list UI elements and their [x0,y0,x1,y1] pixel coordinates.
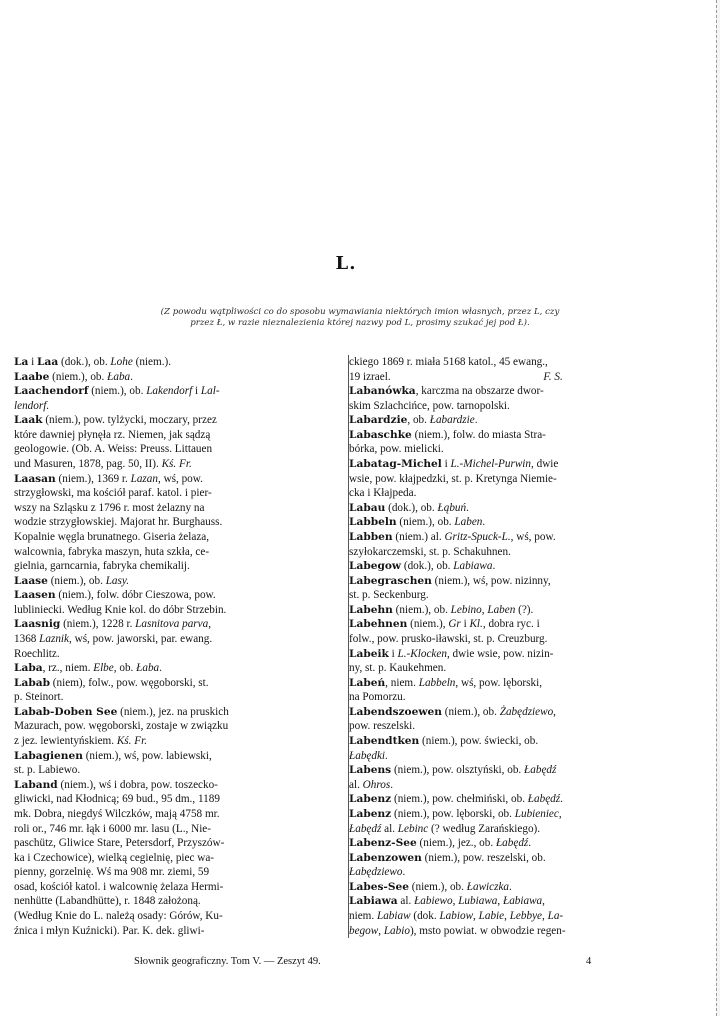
right-line: Labiawa al. Łabiewo, Lubiawa, Łabiawa, [349,895,545,908]
left-column [14,355,349,938]
right-line: Labendtken (niem.), pow. świecki, ob. [349,735,539,748]
right-line: skim Szlachcińce, pow. tarnopolski. [349,399,510,412]
left-line: Labab-Doben See (niem.), jez. na pruskich [14,705,229,718]
left-line: osad, kościół katol. i walcownię żelaza Hermi- [14,880,224,893]
left-line: Laasnig (niem.), 1228 r. Lasnitova parva, [14,618,211,631]
right-line: cka i Kłajpeda. [349,487,417,500]
left-line: Kopalnie węgla brunatnego. Giseria żelaza, [14,530,210,543]
left-line: paschütz, Gliwice Stare, Petersdorf, Przyszów- [14,837,225,850]
left-line: gliwicki, nad Kłodnicą; 69 bud., 95 dm., 1189 [14,793,220,806]
editorial-note-line-2: przez Ł, w razie nieznalezienia której nazwy pod L, prosimy szukać jej pod Ł). [190,318,530,328]
right-line: Labatag-Michel i L.-Michel-Purwin, dwie [349,458,559,471]
right-line: Labeik i L.-Klocken, dwie wsie, pow. nizin- [349,647,554,660]
right-line: Łabędki. [349,749,388,762]
left-line: z jez. lewientyńskiem. Kś. Fr. [14,735,147,748]
left-line: ka i Czechowice), wielką cegielnię, piec wa- [14,851,215,864]
left-line: wszy na Szląsku z 1796 r. most żelazny na [14,501,205,514]
right-line: begow, Labio), msto powiat. w obwodzie regen- [349,924,566,937]
right-line: szyłokarczemski, st. p. Schakuhnen. [349,545,511,558]
right-line: Labendszoewen (niem.), ob. Żabędziewo, [349,705,556,718]
right-line: ny, st. p. Kaukehmen. [349,662,447,675]
section-heading: L. [335,253,357,274]
right-line: bórka, pow. mielicki. [349,443,444,456]
right-line: Labens (niem.), pow. olsztyński, ob. Łabędź [349,764,557,777]
left-line: Labab (niem), folw., pow. węgoborski, st. [14,676,209,689]
left-line: La i Laa (dok.), ob. Lohe (niem.). [14,356,172,368]
right-line: al. Ohros. [349,778,394,791]
right-line: ckiego 1869 r. miała 5168 katol., 45 ewang., [349,356,548,368]
right-column [349,355,679,938]
left-line: Roechlitz. [14,647,60,660]
right-line: niem. Labiaw (dok. Labiow, Labie, Lebbye, La- [349,909,564,922]
left-line: Laachendorf (niem.), ob. Lakendorf i Lal- [14,385,220,398]
left-line: 1368 Laznik, wś, pow. jaworski, par. ewang. [14,632,213,645]
left-line: geologowie. (Ob. A. Weiss: Preuss. Littauen [14,443,213,456]
left-line: Mazurach, pow. węgoborski, zostaje w związku [14,720,229,733]
left-line: Laband (niem.), wś i dobra, pow. toszecko- [14,778,218,791]
left-line: źnica i młyn Kuźnicki). Par. K. dek. gliwi- [14,924,205,937]
right-line: Labehn (niem.), ob. Lebino, Laben (?). [349,603,534,616]
right-line: Labanówka, karczma na obszarze dwor- [349,385,544,398]
left-line: które dawniej płynęła rz. Niemen, jak sądzą [14,428,211,441]
right-line: Labenz-See (niem.), jez., ob. Łabędź. [349,837,532,850]
left-line: (Według Knie do L. należą osady: Górów, Ku- [14,909,223,922]
right-line: Labegraschen (niem.), wś, pow. nizinny, [349,574,551,587]
right-line: Labenz (niem.), pow. lęborski, ob. Lubieniec, [349,807,562,820]
left-line: lendorf. [14,399,50,412]
page-edge [716,0,720,1016]
right-line: pow. reszelski. [349,720,416,733]
right-line: Labardzie, ob. Łabardzie. [349,414,478,427]
right-line: Labaschke (niem.), folw. do miasta Stra- [349,428,546,441]
page-number: 4 [586,956,592,967]
right-line: Labben (niem.) al. Gritz-Spuck-L., wś, pow. [349,530,556,543]
left-line: nenhütte (Labandhütte), r. 1848 założoną. [14,895,201,908]
right-line: na Pomorzu. [349,691,406,704]
left-line: wodzie strzygłowskiej. Majorat hr. Burghauss. [14,516,223,529]
right-line: Łabędziewo. [349,866,406,879]
left-line: Laba, rz., niem. Elbe, ob. Łaba. [14,662,162,675]
right-line: wsie, pow. kłajpedzki, st. p. Kretynga Niemie- [349,472,557,485]
left-line: gielnia, garncarnia, fabryka chemikalij. [14,560,190,573]
left-line: roli or., 746 mr. łąk i 6000 mr. lasu (L., Nie- [14,822,211,835]
right-line: folw., pow. prusko-iławski, st. p. Creuzburg. [349,632,548,645]
right-line: Labenzowen (niem.), pow. reszelski, ob. [349,851,546,864]
right-line: Labau (dok.), ob. Łąbuń. [349,501,469,514]
left-line: Laase (niem.), ob. Lasy. [14,574,130,587]
left-line: st. p. Labiewo. [14,764,81,777]
left-line: walcownia, fabryka maszyn, huta szkła, ce- [14,545,210,558]
left-line: Laasan (niem.), 1369 r. Lazan, wś, pow. [14,472,203,485]
left-line: Laabe (niem.), ob. Łaba. [14,370,133,383]
right-line: st. p. Seckenburg. [349,589,429,602]
left-line: Labagienen (niem.), wś, pow. labiewski, [14,749,212,762]
left-line: Laasen (niem.), folw. dóbr Cieszowa, pow. [14,589,216,602]
right-line: Labenz (niem.), pow. chełmiński, ob. Łabędź. [349,793,563,806]
left-line: pienny, gorzelnię. Wś ma 908 mr. ziemi, 59 [14,866,210,879]
right-line: Łabędź al. Lebinc (? według Zarańskiego). [349,822,541,835]
right-line: Labes-See (niem.), ob. Ławiczka. [349,880,512,893]
editorial-note-line-1: (Z powodu wątpliwości co do sposobu wymawiania niektórych imion własnych, przez L, czy [160,307,560,317]
right-line: 19 izrael. F. S. [349,370,563,383]
left-line: und Masuren, 1878, pag. 50, II). Kś. Fr. [14,458,192,471]
left-line: Laak (niem.), pow. tylżycki, moczary, przez [14,414,217,427]
left-line: mk. Dobra, niegdyś Wilczków, mają 4758 mr. [14,807,220,820]
left-line: strzygłowski, ma kościół paraf. katol. i pier- [14,487,212,500]
left-line: lubliniecki. Według Knie kol. do dóbr Strzebin. [14,603,227,616]
right-line: Labehnen (niem.), Gr i Kl., dobra ryc. i [349,618,540,631]
right-line: Labbeln (niem.), ob. Laben. [349,516,486,529]
left-line: p. Steinort. [14,691,64,704]
right-line: Labegow (dok.), ob. Labiawa. [349,560,496,573]
right-line: Labeń, niem. Labbeln, wś, pow. lęborski, [349,676,542,689]
footer-title: Słownik geograficzny. Tom V. — Zeszyt 49. [134,956,321,967]
